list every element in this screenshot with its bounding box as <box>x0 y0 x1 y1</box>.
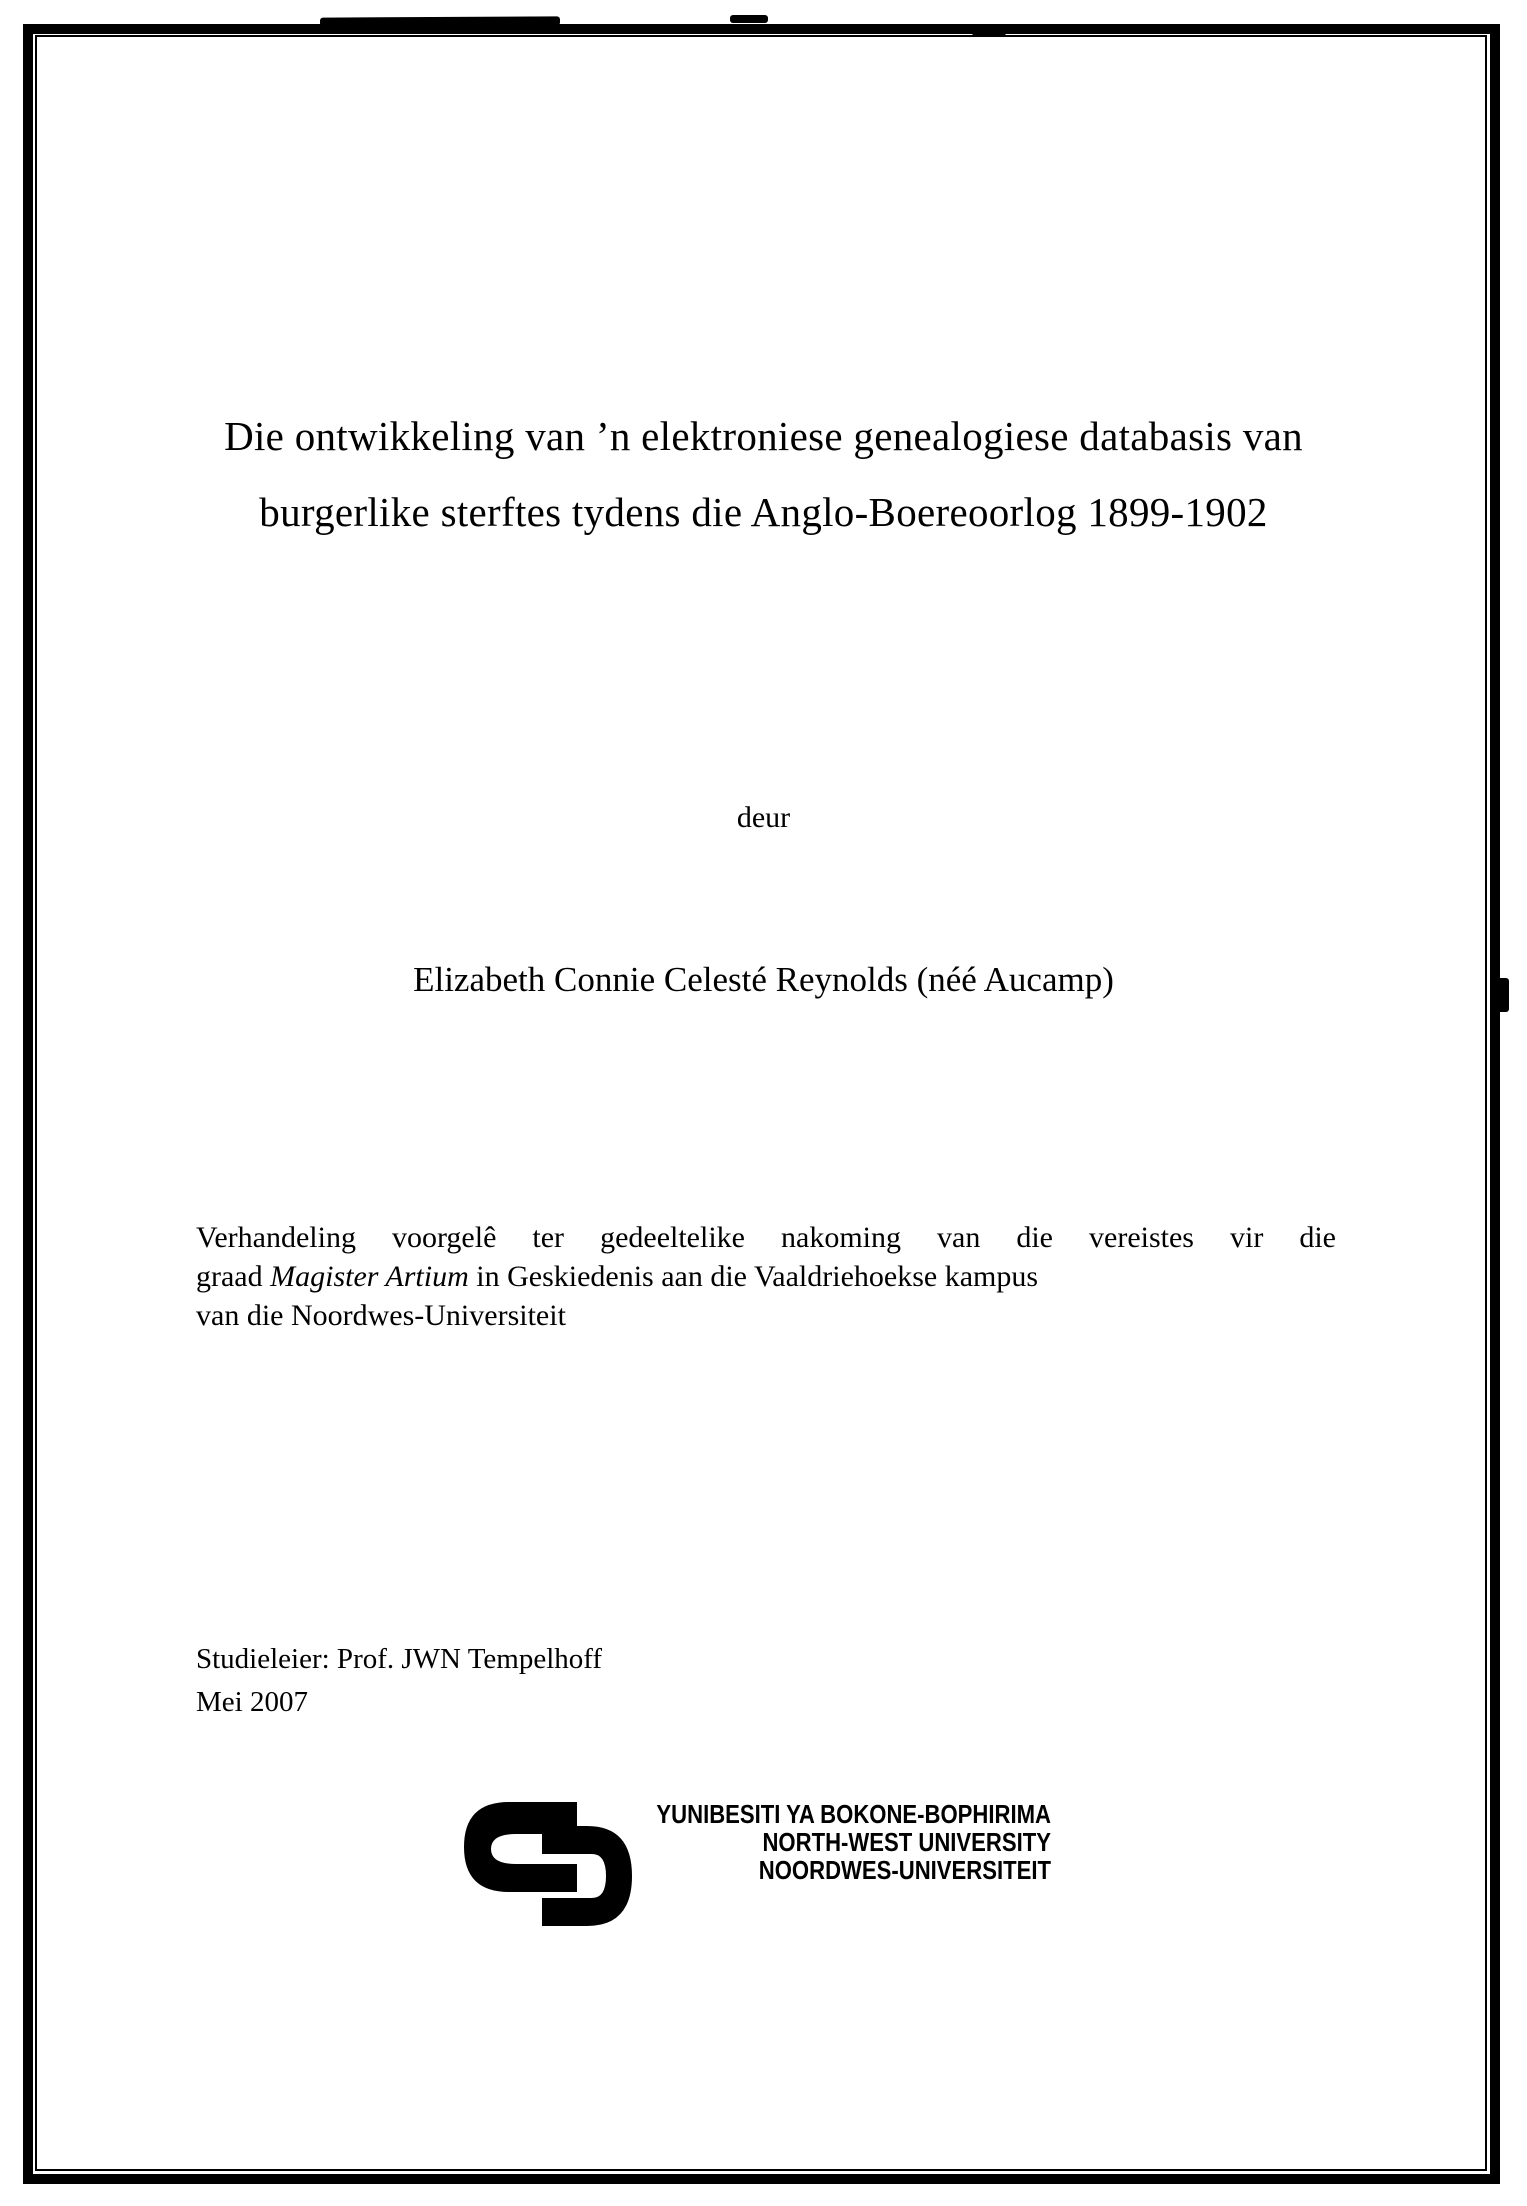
supervisor-line: Studieleier: Prof. JWN Tempelhoff <box>196 1643 603 1675</box>
scan-artifact <box>320 16 560 26</box>
statement-line2 <box>196 1257 1336 1296</box>
degree-name: Magister Artium <box>270 1260 469 1293</box>
university-name-afrikaans: NOORDWES-UNIVERSITEIT <box>758 1855 1051 1885</box>
date-line: Mei 2007 <box>196 1686 308 1718</box>
university-names <box>655 1800 1051 1884</box>
byline: deur <box>736 801 791 834</box>
statement-line3: van die Noordwes-Universiteit <box>196 1299 566 1332</box>
scan-artifact <box>972 30 1006 36</box>
supervisor-block <box>196 1638 602 1724</box>
thesis-title-line2: burgerlike sterftes tydens die Anglo-Boereoorlog 1899-1902 <box>259 489 1268 535</box>
university-name-english: NORTH-WEST UNIVERSITY <box>762 1827 1051 1857</box>
scan-artifact <box>1496 978 1509 1012</box>
statement-line2-post: in Geskiedenis aan die Vaaldriehoekse kampus <box>468 1260 1039 1293</box>
thesis-statement <box>196 1218 1336 1335</box>
statement-line1: Verhandeling voorgelê ter gedeeltelike nakoming van die vereistes vir die <box>196 1221 1336 1254</box>
author-name: Elizabeth Connie Celesté Reynolds (néé Aucamp) <box>413 960 1114 999</box>
nwu-interlocked-links-logo-icon <box>464 1802 632 1927</box>
scan-artifact <box>730 15 768 23</box>
thesis-title-line1: Die ontwikkeling van ’n elektroniese genealogiese databasis van <box>224 413 1303 459</box>
statement-line2-pre: graad <box>196 1260 271 1293</box>
thesis-title <box>60 398 1467 550</box>
university-name-setswana: YUNIBESITI YA BOKONE-BOPHIRIMA <box>656 1799 1051 1829</box>
